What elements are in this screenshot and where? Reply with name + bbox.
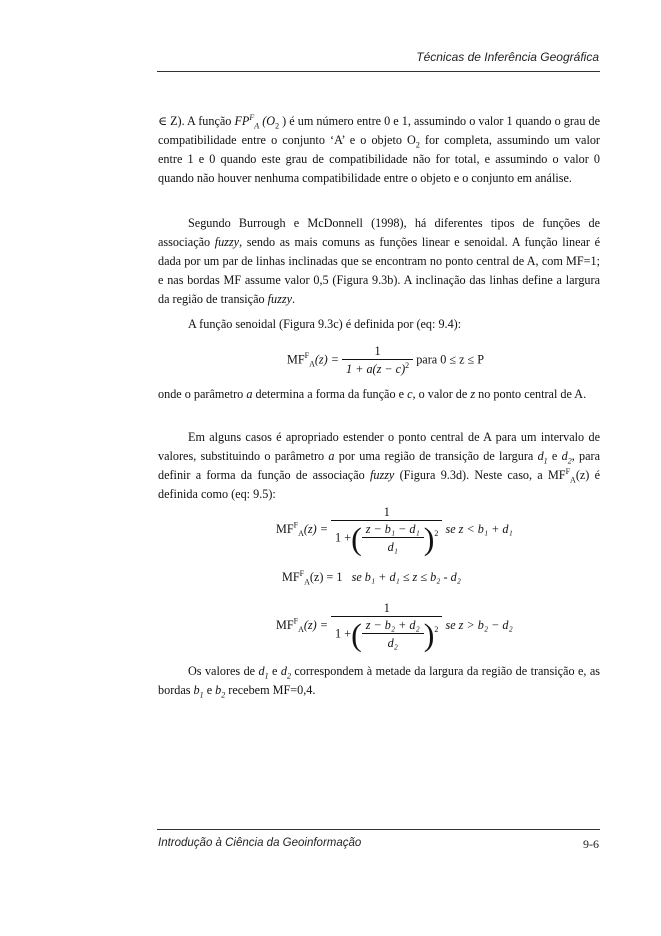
- p5-text-a: Em alguns casos é apropriado estender o ponto central de A para um intervalo de valores, substituindo o parâmetro: [158, 430, 600, 463]
- eq95b-sub: A: [304, 577, 310, 587]
- eq95c-condition: se z > b₂ − d₂: [445, 617, 513, 632]
- p5-d1: d: [537, 449, 544, 463]
- p4-text-c: , o valor de: [412, 387, 471, 401]
- eq95b-lhs: MF: [282, 570, 300, 584]
- eq95a-inner-den: d₁: [387, 540, 398, 554]
- eq94-condition: para 0 ≤ z ≤ P: [416, 352, 485, 367]
- eq95c-exp: 2: [434, 625, 439, 635]
- eq95a-arg: (z) =: [303, 521, 328, 536]
- p5-d1-sub: 1: [543, 456, 548, 466]
- eq95a-den-prefix: 1 +: [335, 530, 352, 545]
- p4-text-d: no ponto central de A.: [475, 387, 587, 401]
- fp-arg-sub: 2: [275, 121, 280, 131]
- eq95a-denominator: [331, 521, 442, 556]
- eq94-numerator: 1: [342, 343, 413, 360]
- p6-b2-sub: 2: [221, 690, 226, 700]
- p2-text-b: , sendo as mais comuns as funções linear e senoidal. A função linear é dada por um par de linhas inclinadas que se encontram no ponto central de A, com MF=1; e nas bordas MF assume valor 0,5 (Figura 9.3b). A inclinação das linhas define a largura da região de transição: [158, 235, 600, 306]
- paragraph-3: [158, 315, 600, 334]
- footer-rule: [157, 829, 600, 830]
- p5-var-a: a: [328, 449, 335, 463]
- eq95c-rparen: ): [423, 616, 435, 653]
- p6-text-d: e: [203, 683, 216, 697]
- eq95c-arg: (z) =: [303, 617, 328, 632]
- eq95c-sup: F: [293, 616, 299, 626]
- eq95c-inner-den: d₂: [387, 636, 398, 650]
- eq94-fraction: [342, 343, 413, 378]
- p6-d2-sub: 2: [286, 671, 291, 681]
- equation-9-4: [287, 343, 484, 378]
- paragraph-6: [158, 662, 600, 700]
- paragraph-2: [158, 214, 600, 309]
- eq94-sup: F: [304, 351, 310, 361]
- eq95c-inner-num: z − b₂ + d₂: [362, 617, 424, 634]
- eq95c-fraction: [331, 600, 442, 652]
- eq95a-fraction: [331, 504, 442, 556]
- eq95a-lhs: MF: [276, 521, 294, 536]
- p2-fuzzy-2: fuzzy: [267, 292, 293, 306]
- eq95a-inner-fraction: [362, 521, 424, 556]
- p5-text-d: , para definir a forma da função de associação: [158, 449, 601, 482]
- p6-text-b: e: [268, 664, 281, 678]
- fp-base: FP: [234, 114, 250, 128]
- p1-text-a: ∈ Z). A função: [158, 114, 235, 128]
- p6-text-c: correspondem à metade da largura da região de transição e, as bordas: [158, 664, 600, 697]
- p4-text-b: determina a forma da função e: [252, 387, 408, 401]
- eq94-sub: A: [309, 359, 315, 369]
- eq95a-sup: F: [293, 520, 299, 530]
- p1-text-b: é um número entre 0 e 1, assumindo o valor 1 quando o grau de compatibilidade entre o conjunto ‘A’ e o objeto O: [158, 114, 600, 147]
- header-rule: [157, 71, 600, 72]
- eq95b-arg: (z) = 1: [309, 570, 343, 584]
- paragraph-4: [158, 385, 600, 404]
- eq95c-numerator: 1: [331, 600, 442, 617]
- eq95c-lhs: MF: [276, 617, 294, 632]
- p6-text-e: recebem MF=0,4.: [225, 683, 316, 697]
- footer-book-title: Introdução à Ciência da Geoinformação: [158, 837, 362, 849]
- p5-d2-sub: 2: [567, 456, 572, 466]
- p5-text-f: (z) é definida como (eq: 9.5):: [158, 468, 600, 501]
- eq95b-sup: F: [299, 568, 305, 578]
- running-header: Técnicas de Inferência Geográfica: [416, 50, 599, 64]
- p2-text-a: Segundo Burrough e McDonnell (1998), há diferentes tipos de funções de associação: [158, 216, 600, 249]
- equation-9-5b: [282, 570, 461, 585]
- fp-arg-end: ): [279, 114, 287, 128]
- p2-fuzzy-1: fuzzy: [214, 235, 240, 249]
- eq95b-condition: se b₁ + d₁ ≤ z ≤ b₂ - d₂: [351, 570, 461, 584]
- p4-var-c: c: [407, 387, 413, 401]
- p5-d2: d: [561, 449, 568, 463]
- p6-d2: d: [280, 664, 287, 678]
- eq95a-lparen: (: [351, 520, 362, 557]
- paragraph-5: [158, 428, 600, 504]
- p6-d1-sub: 1: [264, 671, 269, 681]
- fp-sub: A: [254, 121, 260, 131]
- p6-b1-sub: 1: [199, 690, 204, 700]
- p6-d1: d: [258, 664, 265, 678]
- fp-arg: (O: [259, 114, 276, 128]
- p4-var-z: z: [470, 387, 476, 401]
- fp-sup: F: [249, 112, 255, 122]
- p6-text-a: Os valores de: [188, 664, 259, 678]
- eq95c-inner-fraction: [362, 617, 424, 652]
- p5-mf-sub: A: [570, 475, 576, 485]
- p2-text-c: .: [292, 292, 296, 306]
- eq95a-numerator: 1: [331, 504, 442, 521]
- p6-b1: b: [193, 683, 200, 697]
- p4-text-a: onde o parâmetro: [158, 387, 247, 401]
- eq95a-sub: A: [298, 529, 304, 539]
- equation-9-5c: [276, 600, 513, 652]
- eq95a-exp: 2: [434, 529, 439, 539]
- p5-text-e: (Figura 9.3d). Neste caso, a MF: [394, 468, 566, 482]
- p1-text-c: for completa, assumindo um valor entre 1 e 0 quando este grau de compatibilidade não for total, e assumindo o valor 0 quando não houver nenhuma compatibilidade entre o objeto e o conjunto em análise.: [158, 133, 600, 185]
- eq94-arg: (z) =: [314, 352, 339, 367]
- equation-9-5a: [276, 504, 513, 556]
- p5-fuzzy: fuzzy: [369, 468, 395, 482]
- eq95a-rparen: ): [423, 520, 435, 557]
- fp-symbol: [234, 112, 260, 131]
- eq94-lhs: MF: [287, 352, 305, 367]
- eq95c-denominator: [331, 617, 442, 652]
- eq95a-inner-num: z − b₁ − d₁: [362, 521, 424, 538]
- p1-o2-sub: 2: [415, 140, 420, 150]
- eq95a-condition: se z < b₁ + d₁: [445, 521, 513, 536]
- eq95c-den-prefix: 1 +: [335, 626, 352, 641]
- p3-text: A função senoidal (Figura 9.3c) é definida por (eq: 9.4):: [188, 317, 462, 331]
- eq94-denominator: [342, 360, 413, 378]
- p6-b2: b: [215, 683, 222, 697]
- p4-var-a: a: [246, 387, 253, 401]
- page-number: 9-6: [583, 837, 599, 851]
- p5-text-c: e: [547, 449, 562, 463]
- eq95c-sub: A: [298, 625, 304, 635]
- paragraph-1: [158, 112, 600, 188]
- p5-text-b: por uma região de transição de largura: [334, 449, 538, 463]
- eq94-den-text: 1 + a(z − c): [346, 362, 406, 376]
- p5-mf-sup: F: [565, 466, 571, 476]
- eq95c-lparen: (: [351, 616, 362, 653]
- eq94-den-exp: 2: [405, 360, 410, 370]
